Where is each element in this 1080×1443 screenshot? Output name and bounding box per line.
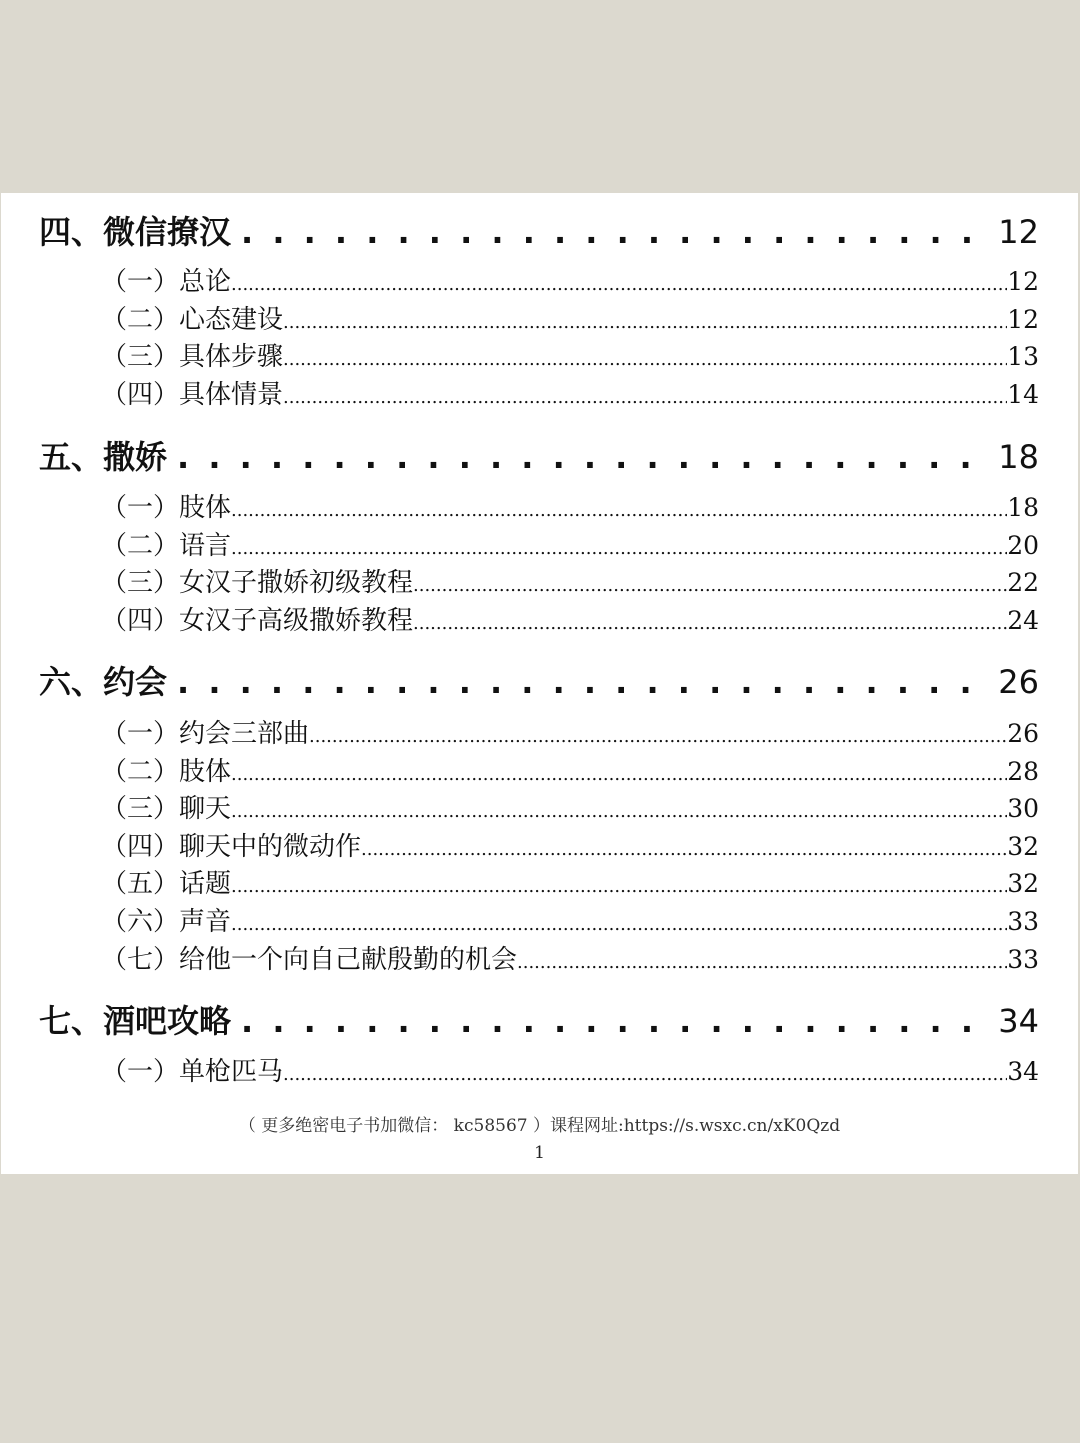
section-list: [101, 1051, 1039, 1089]
toc-section[interactable]: [101, 261, 1039, 299]
section-title: （二）肢体: [101, 756, 232, 787]
section-title: （三）聊天: [101, 794, 232, 825]
toc-section[interactable]: [101, 826, 1039, 864]
dot-leader: [309, 726, 1007, 747]
dot-leader: [283, 1064, 1007, 1085]
section-list: [101, 713, 1039, 976]
toc-section[interactable]: [101, 487, 1039, 525]
dot-leader: [177, 438, 990, 476]
toc-chapter[interactable]: [39, 657, 1039, 701]
section-title: （三）女汉子撒娇初级教程: [101, 568, 414, 599]
section-page-number: 13: [1007, 342, 1039, 372]
section-list: [101, 487, 1039, 637]
section-title: （一）单枪匹马: [101, 1057, 284, 1087]
chapter-page-number: 34: [998, 1002, 1039, 1040]
section-title: （一）肢体: [101, 493, 232, 523]
toc-section[interactable]: [101, 901, 1039, 939]
dot-leader: [413, 613, 1007, 634]
section-title: （四）具体情景: [101, 379, 284, 410]
chapter-title: 四、微信撩汉: [39, 213, 232, 251]
toc-section[interactable]: [101, 374, 1039, 412]
chapter-title: 六、约会: [39, 663, 168, 701]
toc-section[interactable]: [101, 525, 1039, 563]
chapter-page-number: 12: [998, 213, 1039, 251]
dot-leader: [241, 1002, 990, 1040]
section-page-number: 24: [1007, 605, 1039, 635]
dot-leader: [231, 500, 1007, 521]
page-number: 1: [534, 1143, 545, 1163]
dot-leader: [517, 952, 1007, 973]
chapter-title: 五、撒娇: [39, 438, 168, 476]
toc-section[interactable]: [101, 939, 1039, 977]
dot-leader: [177, 663, 990, 701]
dot-leader: [413, 575, 1007, 596]
section-page-number: 30: [1007, 794, 1039, 824]
toc-chapter[interactable]: [39, 207, 1039, 251]
section-title: （五）话题: [101, 869, 232, 900]
page-footer: （ 更多绝密电子书加微信： kc58567 ）课程网址:https://s.wsxc.cn/xK0Qzd: [238, 1116, 841, 1136]
section-title: （三）具体步骤: [101, 342, 284, 373]
section-page-number: 33: [1007, 906, 1039, 936]
dot-leader: [231, 538, 1007, 559]
toc-section[interactable]: [101, 299, 1039, 337]
section-title: （一）约会三部曲: [101, 719, 310, 749]
section-page-number: 18: [1007, 493, 1039, 522]
section-page-number: 28: [1007, 756, 1039, 786]
dot-leader: [231, 274, 1007, 295]
section-title: （二）心态建设: [101, 304, 284, 335]
dot-leader: [283, 349, 1007, 370]
dot-leader: [283, 387, 1007, 408]
section-title: （二）语言: [101, 530, 232, 561]
toc-section[interactable]: [101, 751, 1039, 789]
dot-leader: [231, 764, 1007, 785]
dot-leader: [231, 801, 1007, 822]
toc-section[interactable]: [101, 863, 1039, 901]
chapter-page-number: 18: [998, 438, 1039, 476]
section-list: [101, 261, 1039, 411]
chapter-page-number: 26: [998, 663, 1039, 701]
toc-chapter[interactable]: [39, 432, 1039, 476]
section-title: （六）声音: [101, 906, 232, 937]
toc-section[interactable]: [101, 336, 1039, 374]
dot-leader: [241, 213, 990, 251]
section-page-number: 14: [1007, 379, 1039, 409]
section-page-number: 22: [1007, 568, 1039, 598]
section-title: （一）总论: [101, 267, 232, 297]
toc-section[interactable]: [101, 562, 1039, 600]
section-page-number: 12: [1007, 267, 1039, 296]
section-page-number: 32: [1007, 869, 1039, 899]
section-page-number: 26: [1007, 719, 1039, 748]
toc-section[interactable]: [101, 713, 1039, 751]
section-page-number: 12: [1007, 304, 1039, 334]
section-page-number: 20: [1007, 530, 1039, 560]
chapter-title: 七、酒吧攻略: [39, 1002, 232, 1040]
section-page-number: 33: [1007, 944, 1039, 974]
section-title: （四）聊天中的微动作: [101, 831, 362, 862]
section-title: （七）给他一个向自己献殷勤的机会: [101, 944, 518, 975]
toc-section[interactable]: [101, 1051, 1039, 1089]
dot-leader: [231, 914, 1007, 935]
toc-section[interactable]: [101, 600, 1039, 638]
document-page: [1, 193, 1078, 1174]
dot-leader: [283, 312, 1007, 333]
section-page-number: 32: [1007, 831, 1039, 861]
dot-leader: [361, 839, 1007, 860]
dot-leader: [231, 876, 1007, 897]
toc-chapter[interactable]: [39, 996, 1039, 1040]
toc-section[interactable]: [101, 788, 1039, 826]
section-page-number: 34: [1007, 1057, 1039, 1086]
section-title: （四）女汉子高级撒娇教程: [101, 605, 414, 636]
